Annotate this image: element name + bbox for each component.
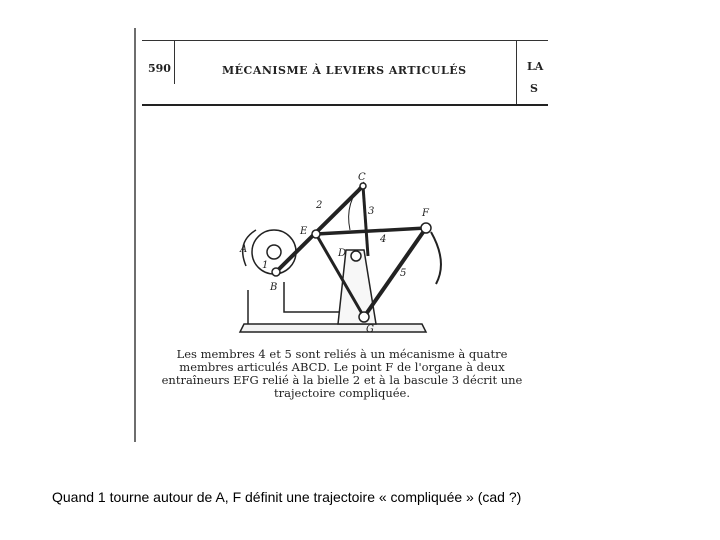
label-B: B [270,282,278,293]
label-A: A [240,244,248,255]
link-4 [316,228,426,234]
page-header [142,40,548,106]
slide-caption: Quand 1 tourne autour de A, F définit une trajectoire « compliquée » (cad ?) [52,489,522,505]
header-separator [516,40,517,104]
frame-base [240,324,426,332]
caption-line: trajectoire compliquée. [274,386,410,400]
label-5: 5 [400,268,407,279]
caption-line: entraîneurs EFG relié à la bielle 2 et à la bascule 3 décrit une [161,373,523,387]
header-rule-bottom [142,104,548,106]
side-header-line: LA [527,60,544,73]
label-C: C [358,172,366,183]
page-number: 590 [148,62,171,75]
caption-line: Les membres 4 et 5 sont reliés à un mécanisme à quatre [176,347,508,361]
figure-caption [152,348,532,400]
chapter-title: MÉCANISME À LEVIERS ARTICULÉS [222,64,467,77]
frame-bracket [284,282,344,312]
header-separator [174,40,175,84]
label-F: F [422,208,429,219]
label-G: G [366,324,374,335]
page-edge [134,28,136,442]
header-rule-top [142,40,548,41]
label-E: E [300,226,308,237]
link-5 [364,228,426,317]
label-4: 4 [380,234,387,245]
label-1: 1 [262,260,269,271]
link-3 [363,186,368,256]
label-3: 3 [368,206,375,217]
caption-line: membres articulés ABCD. Le point F de l'organe à deux [179,360,505,374]
linkage-diagram [226,172,456,342]
trajectory-arc [431,232,441,284]
label-D: D [338,248,347,259]
crank-disc [252,230,296,274]
side-header-line: S [530,82,538,95]
label-2: 2 [316,200,323,211]
scanned-page [134,28,548,442]
